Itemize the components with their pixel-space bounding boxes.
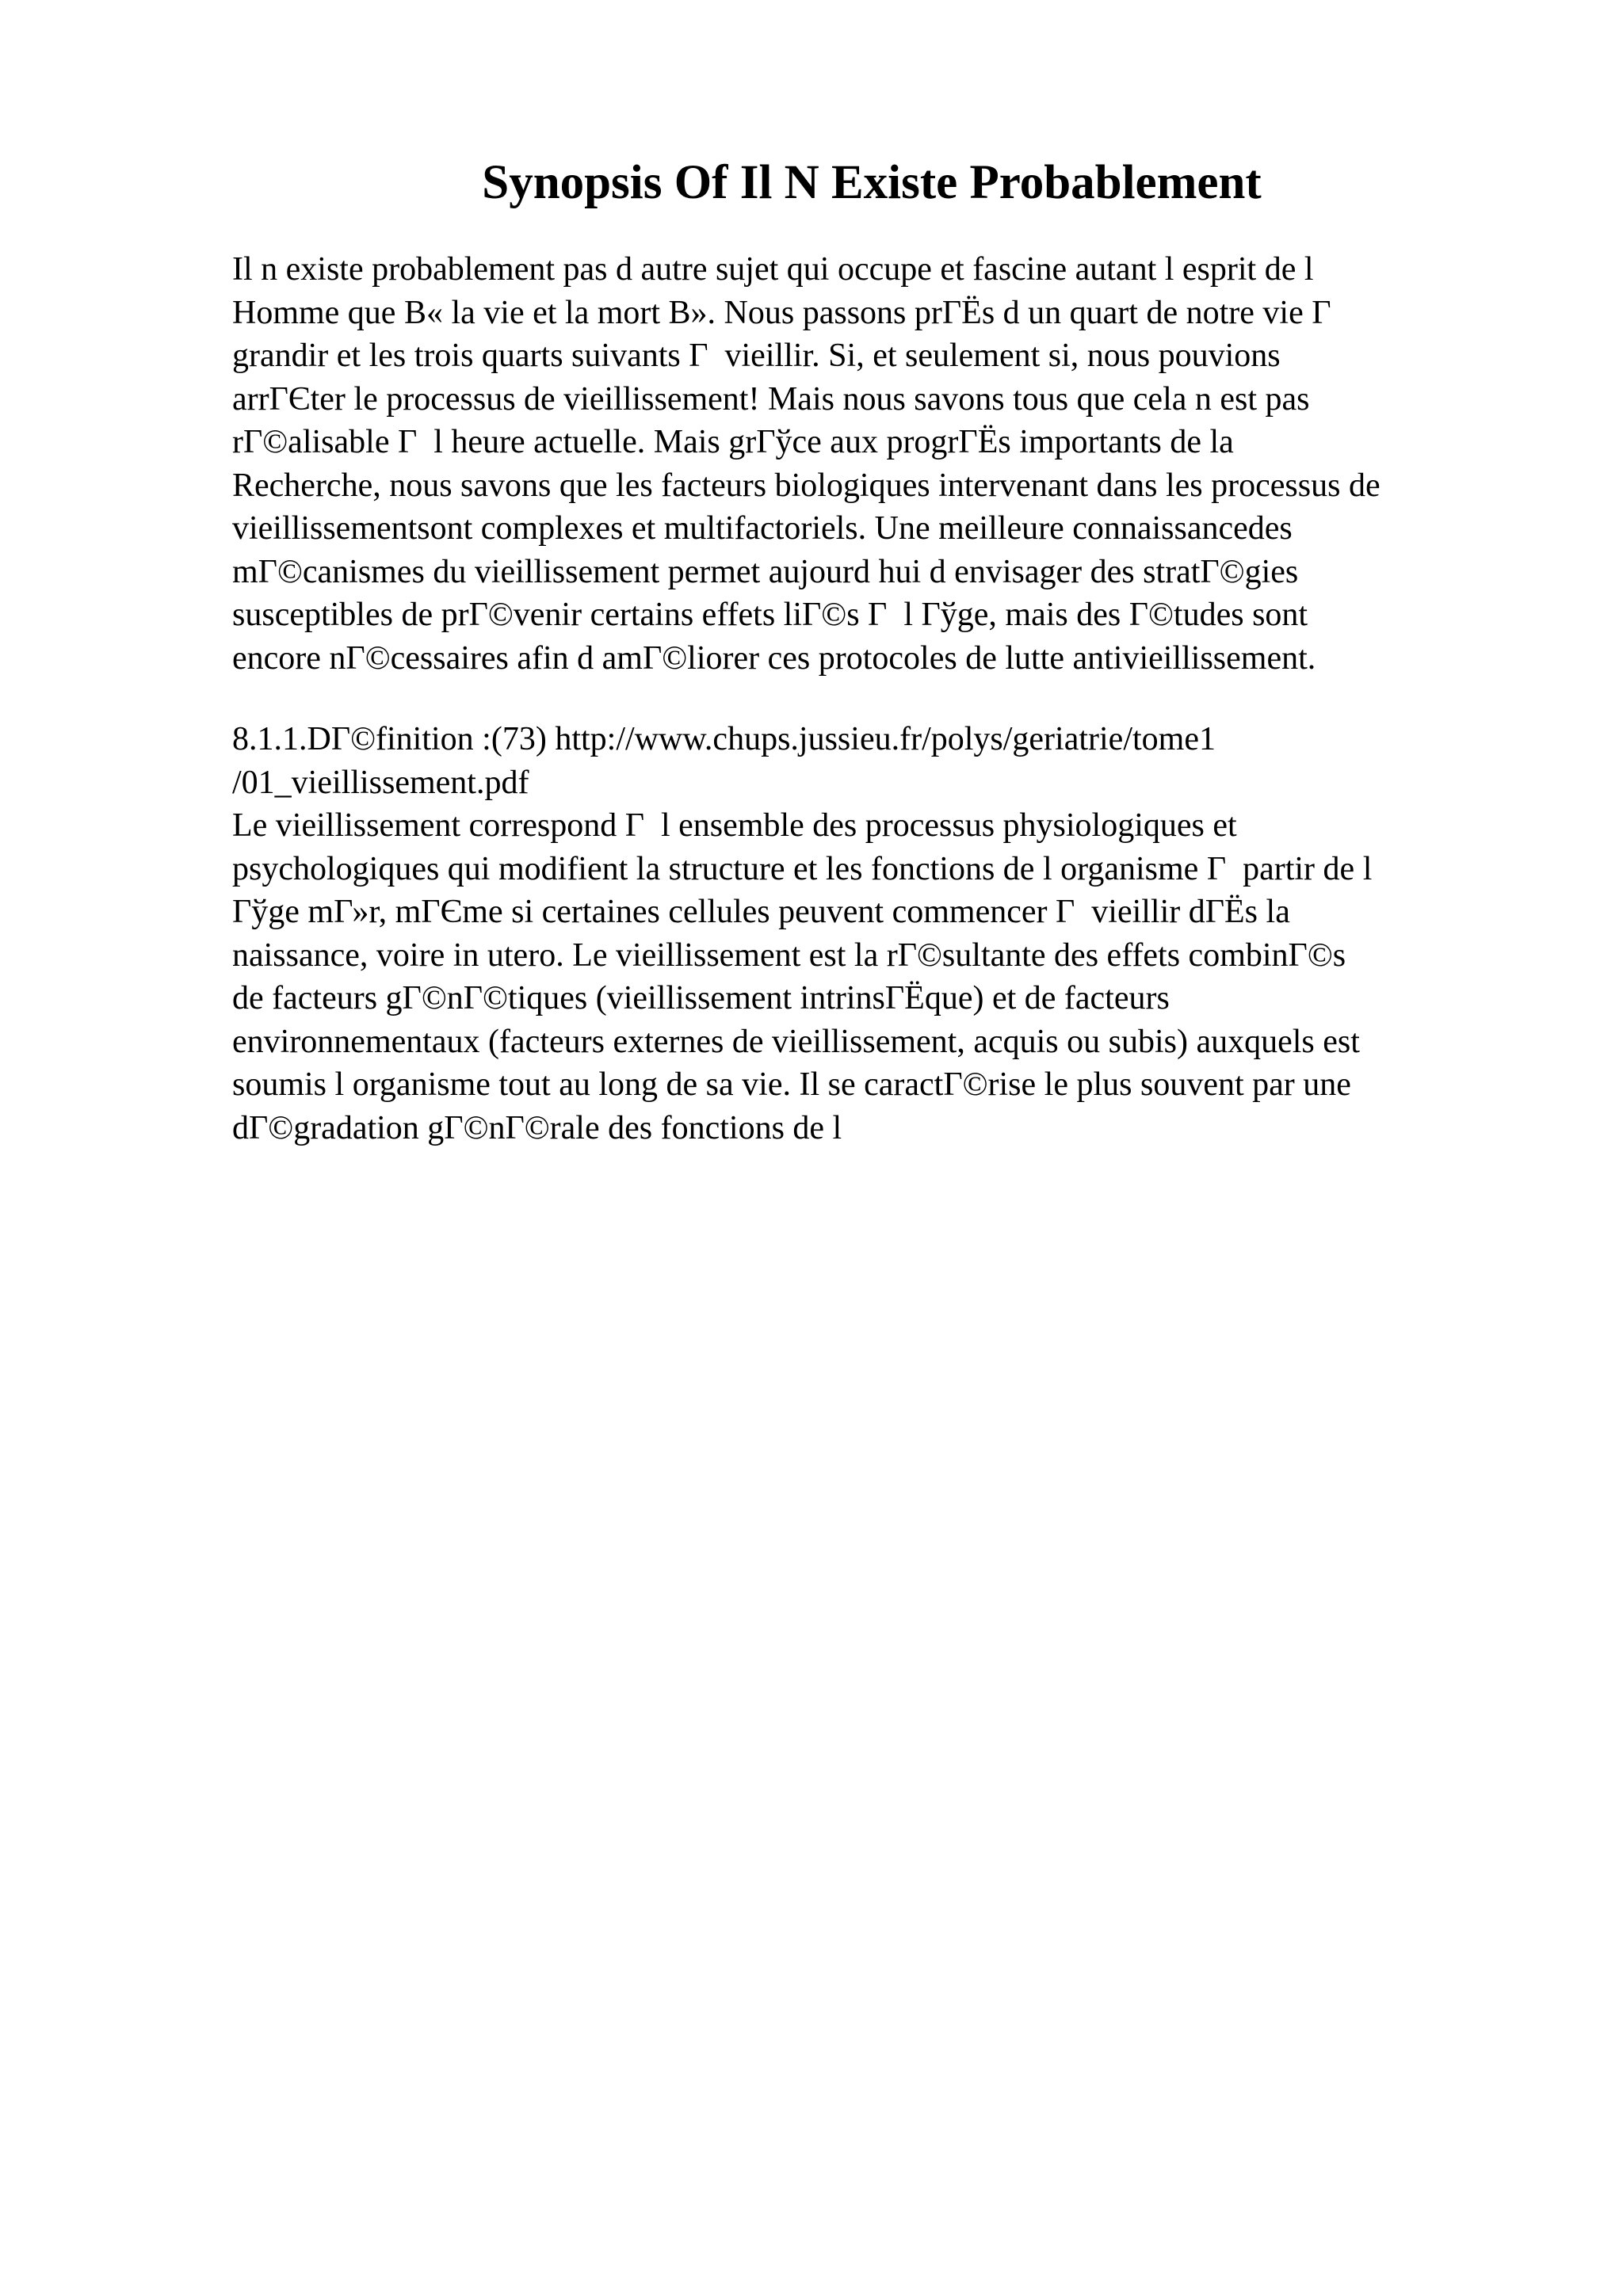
text-line: Recherche, nous savons que les facteurs biologiques intervenant dans les processus de <box>232 467 1381 504</box>
text-line: naissance, voire in utero. Le vieillissement est la rГ©sultante des effets combinГ©s <box>232 936 1346 974</box>
text-line: Il n existe probablement pas d autre sujet qui occupe et fascine autant l esprit de l <box>232 251 1314 288</box>
text-line: Le vieillissement correspond Г l ensemble des processus physiologiques et <box>232 807 1237 844</box>
text-line: 8.1.1.DГ©finition :(73) http://www.chups.jussieu.fr/polys/geriatrie/tome1 <box>232 721 1216 757</box>
text-line: mГ©canismes du vieillissement permet aujourd hui d envisager des stratГ©gies <box>232 553 1299 590</box>
paragraph-intro <box>232 248 1548 680</box>
text-line: Гўge mГ»r, mГЄme si certaines cellules peuvent commencer Г vieillir dГЁs la <box>232 894 1290 930</box>
paragraph-definition <box>232 718 1548 1150</box>
text-line: susceptibles de prГ©venir certains effets liГ©s Г l Гўge, mais des Г©tudes sont <box>232 597 1308 633</box>
document-title: Synopsis Of Il N Existe Probablement <box>482 156 1262 209</box>
text-line: Homme que В« la vie et la mort В». Nous passons prГЁs d un quart de notre vie Г <box>232 294 1331 331</box>
text-line: psychologiques qui modifient la structure et les fonctions de l organisme Г partir de l <box>232 850 1373 887</box>
text-line: de facteurs gГ©nГ©tiques (vieillissement intrinsГЁque) et de facteurs <box>232 980 1170 1016</box>
text-line: encore nГ©cessaires afin d amГ©liorer ces protocoles de lutte antivieillissement. <box>232 639 1316 677</box>
text-line: environnementaux (facteurs externes de vieillissement, acquis ou subis) auxquels est <box>232 1023 1360 1060</box>
text-line: rГ©alisable Г l heure actuelle. Mais grГўce aux progrГЁs importants de la <box>232 424 1234 460</box>
text-line: /01_vieillissement.pdf <box>232 764 529 801</box>
text-line: arrГЄter le processus de vieillissement! Mais nous savons tous que cela n est pas <box>232 380 1310 418</box>
text-line: vieillissementsont complexes et multifactoriels. Une meilleure connaissancedes <box>232 510 1293 547</box>
text-line: dГ©gradation gГ©nГ©rale des fonctions de l <box>232 1109 842 1146</box>
text-line: soumis l organisme tout au long de sa vie. Il se caractГ©rise le plus souvent par une <box>232 1066 1351 1103</box>
text-line: grandir et les trois quarts suivants Г vieillir. Si, et seulement si, nous pouvions <box>232 338 1281 374</box>
